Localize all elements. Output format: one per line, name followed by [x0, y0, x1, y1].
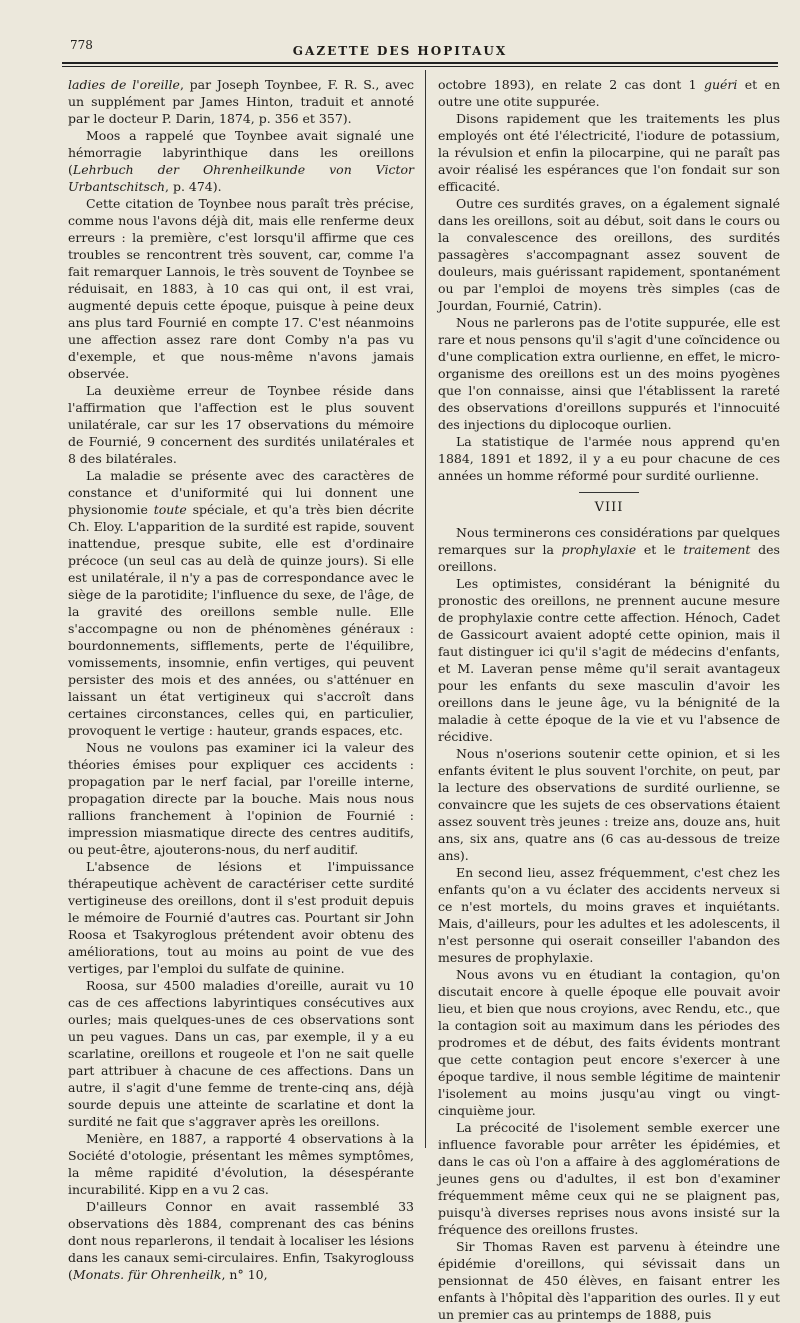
- paragraph: Disons rapidement que les traitements les plus employés ont été l'électricité, l'iodure de potassium, la révulsion et enfin la pilocarpine, qui ne paraît pas avoir réalisé les espérances que l'on fondait sur son efficacité.: [438, 111, 780, 194]
- paragraph: Nous terminerons ces considérations par quelques remarques sur la prophylaxie et le traitement des oreillons.: [438, 525, 780, 574]
- paragraph: Sir Thomas Raven est parvenu à éteindre une épidémie d'oreillons, qui sévissait dans un pensionnat de 450 élèves, en faisant entrer les enfants à l'hôpital dès l'apparition des ourles. Il y eut un premier cas au printemps de 1888, puis: [438, 1239, 780, 1322]
- paragraph: Nous avons vu en étudiant la contagion, qu'on discutait encore à quelle époque elle pouvait avoir lieu, et bien que nous croyions, avec Rendu, etc., que la contagion soit au maximum dans les périodes des prodromes et de début, des faits évidents montrant que cette contagion peut encore s'exercer à une époque tardive, il nous semble légitime de maintenir l'isolement au moins jusqu'au vingt ou vingt-cinquième jour.: [438, 967, 780, 1118]
- right-column-after-section: [438, 524, 780, 1323]
- paragraph: ladies de l'oreille, par Joseph Toynbee, F. R. S., avec un supplément par James Hinton, traduit et annoté par le docteur P. Darin, 1874, p. 356 et 357).: [68, 77, 414, 126]
- header-rule-thin: [62, 66, 778, 67]
- paragraph: La maladie se présente avec des caractères de constance et d'uniformité qui lui donnent une physionomie toute spéciale, et qu'a très bien décrite Ch. Eloy. L'apparition de la surdité est rapide, souvent inattendue, presque subite, elle est d'ordinaire précoce (un seul cas au delà de quinze jours). Si elle est unilatérale, il n'y a pas de correspondance avec le siège de la parotidite; l'influence du sexe, de l'âge, de la gravité des oreillons semble nulle. Elle s'accompagne ou non de phénomènes généraux : bourdonnements, sifflements, perte de l'équilibre, vomissements, insomnie, enfin vertiges, qui peuvent persister des mois et des années, ou s'atténuer en laissant un état vertigineux qui s'accroît dans certaines circonstances, celles qui, en particulier, provoquent le vertige : hauteur, grands espaces, etc.: [68, 468, 414, 738]
- paragraph: Cette citation de Toynbee nous paraît très précise, comme nous l'avons déjà dit, mais elle renferme deux erreurs : la première, c'est lorsqu'il affirme que ces troubles se rencontrent très souvent, car, comme l'a fait remarquer Lannois, le très souvent de Toynbee se réduisait, en 1883, à 10 cas qui ont, il est vrai, augmenté depuis cette époque, puisque à peine deux ans plus tard Fournié en compte 17. C'est néanmoins une affection assez rare dont Comby n'a pas vu d'exemple, et que nous-même n'avons jamais observée.: [68, 196, 414, 381]
- paragraph: D'ailleurs Connor en avait rassemblé 33 observations dès 1884, comprenant des cas bénins dont nous reparlerons, il tendait à localiser les lésions dans les canaux semi-circulaires. Enfin, Tsakyroglouss (Monats. für Ohrenheilk, n° 10,: [68, 1199, 414, 1282]
- section-heading: [438, 492, 780, 516]
- paragraph: Roosa, sur 4500 maladies d'oreille, aurait vu 10 cas de ces affections labyrintiques consécutives aux ourles; mais quelques-unes de ces observations sont un peu vagues. Dans un cas, par exemple, il y a eu scarlatine, oreillons et rougeole et l'on ne sait quelle part attribuer à chacune de ces affections. Dans un autre, il s'agit d'une femme de trente-cinq ans, déjà sourde depuis une atteinte de scarlatine et dont la surdité ne fait que s'aggraver après les oreillons.: [68, 978, 414, 1129]
- right-column: [438, 76, 780, 1323]
- paragraph: Moos a rappelé que Toynbee avait signalé une hémorragie labyrinthique dans les oreillons (Lehrbuch der Ohrenheilkunde von Victor Urbantschitsch, p. 474).: [68, 128, 414, 194]
- page-number: 778: [70, 38, 93, 52]
- column-divider: [425, 70, 426, 1148]
- paragraph: En second lieu, assez fréquemment, c'est chez les enfants qu'on a vu éclater des accidents nerveux si ce n'est mortels, du moins graves et inquiétants. Mais, d'ailleurs, pour les adultes et les adolescents, il n'est personne qui oserait conseiller l'abandon des mesures de prophylaxie.: [438, 865, 780, 965]
- paragraph: La statistique de l'armée nous apprend qu'en 1884, 1891 et 1892, il y a eu pour chacune de ces années un homme réformé pour surdité ourlienne.: [438, 434, 780, 483]
- paragraph: Nous ne voulons pas examiner ici la valeur des théories émises pour expliquer ces accidents : propagation par le nerf facial, par l'oreille interne, propagation directe par la bouche. Mais nous nous rallions franchement à l'opinion de Fournié : impression miasmatique directe des centres auditifs, ou peut-être, ajouterons-nous, du nerf auditif.: [68, 740, 414, 857]
- paragraph: Menière, en 1887, a rapporté 4 observations à la Société d'otologie, présentant les mêmes symptômes, la même rapidité d'évolution, la désespérante incurabilité. Kipp en a vu 2 cas.: [68, 1131, 414, 1197]
- paragraph: La précocité de l'isolement semble exercer une influence favorable pour arrêter les épidémies, et dans le cas où l'on a affaire à des agglomérations de jeunes gens ou d'adultes, il est bon d'examiner fréquemment même ceux qui ne se plaignent pas, puisqu'à diverses reprises nous avons insisté sur la fréquence des oreillons frustes.: [438, 1120, 780, 1237]
- right-column-before-section: [438, 76, 780, 484]
- header-rule: [62, 62, 778, 64]
- section-rule: [579, 492, 639, 493]
- paragraph: Nous ne parlerons pas de l'otite suppurée, elle est rare et nous pensons qu'il s'agit d'une coïncidence ou d'une complication extra ourlienne, en effet, le micro-organisme des oreillons est un des moins pyogènes que l'on connaisse, ainsi que l'établissent la rareté des observations d'oreillons suppurés et l'innocuité des injections du diplocoque ourlien.: [438, 315, 780, 432]
- section-title: VIII: [594, 500, 624, 515]
- paragraph: L'absence de lésions et l'impuissance thérapeutique achèvent de caractériser cette surdité vertigineuse des oreillons, dont il s'est produit depuis le mémoire de Fournié d'autres cas. Pourtant sir John Roosa et Tsakyroglous prétendent avoir obtenu des améliorations, tout au moins au point de vue des vertiges, par l'emploi du sulfate de quinine.: [68, 859, 414, 976]
- paragraph: La deuxième erreur de Toynbee réside dans l'affirmation que l'affection est le plus souvent unilatérale, car sur les 17 observations du mémoire de Fournié, 9 concernent des surdités unilatérales et 8 des bilatérales.: [68, 383, 414, 466]
- paragraph: octobre 1893), en relate 2 cas dont 1 guéri et en outre une otite suppurée.: [438, 77, 780, 109]
- paragraph: Les optimistes, considérant la bénignité du pronostic des oreillons, ne prennent aucune mesure de prophylaxie contre cette affection. Hénoch, Cadet de Gassicourt avaient adopté cette opinion, mais il faut distinguer ici qu'il s'agit de médecins d'enfants, et M. Laveran pense même qu'il serait avantageux pour les enfants du sexe masculin d'avoir les oreillons dans le jeune âge, vu la bénignité de la maladie à cette époque de la vie et vu l'absence de récidive.: [438, 576, 780, 744]
- paragraph: Outre ces surdités graves, on a également signalé dans les oreillons, soit au début, soit dans le cours ou la convalescence des oreillons, des surdités passagères s'accompagnant assez souvent de douleurs, mais guérissant rapidement, spontanément ou par l'emploi de moyens très simples (cas de Jourdan, Fournié, Catrin).: [438, 196, 780, 313]
- running-title: GAZETTE DES HOPITAUX: [292, 44, 508, 58]
- paragraph: Nous n'oserions soutenir cette opinion, et si les enfants évitent le plus souvent l'orchite, on peut, par la lecture des observations de surdité ourlienne, se convaincre que les sujets de ces observations étaient assez souvent très jeunes : treize ans, douze ans, huit ans, six ans, quatre ans (6 cas au-dessous de treize ans).: [438, 746, 780, 863]
- left-column: [68, 76, 414, 1283]
